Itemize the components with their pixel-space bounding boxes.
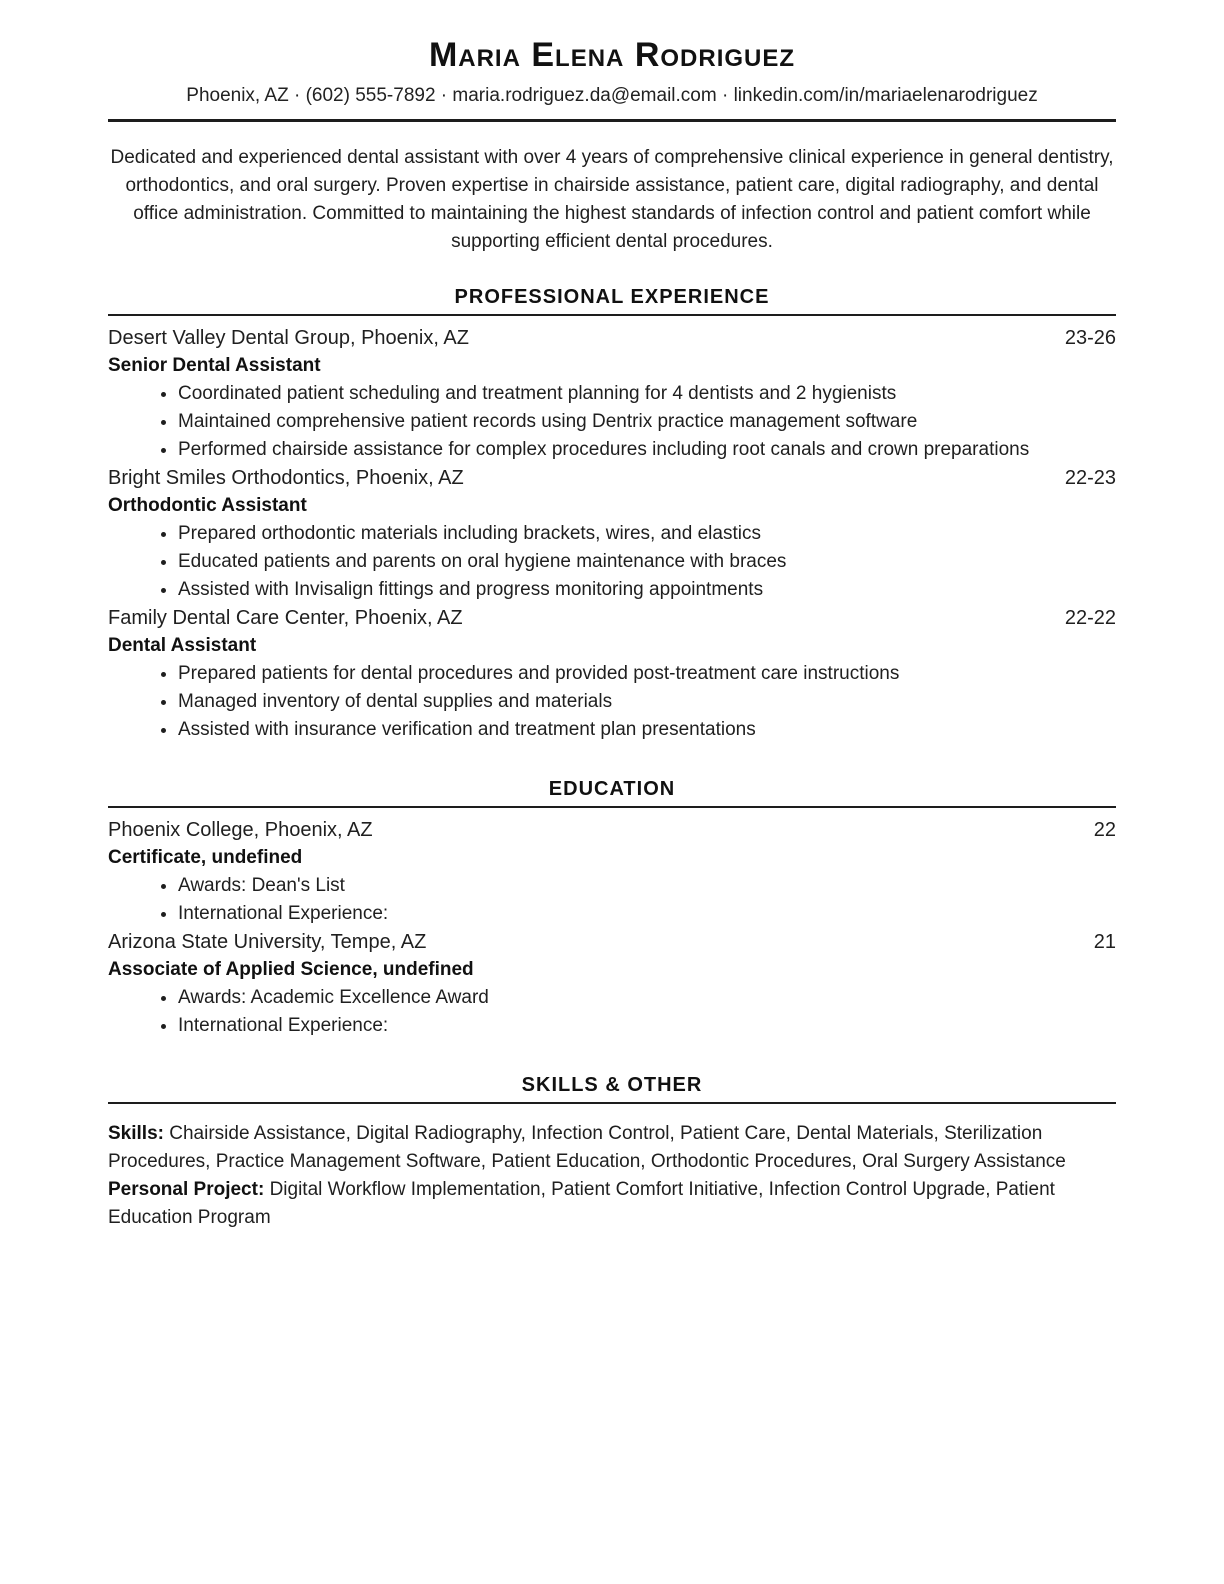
experience-entry [108, 464, 1116, 604]
entry-header [108, 604, 1116, 632]
education-entry [108, 928, 1116, 1040]
bullet-item: • Assisted with Invisalign fittings and progress monitoring appointments [178, 576, 1116, 604]
bullet-item: • Prepared patients for dental procedures and provided post-treatment care instructions [178, 660, 1116, 688]
entry-org: Family Dental Care Center, Phoenix, AZ [108, 607, 463, 630]
entry-org: Bright Smiles Orthodontics, Phoenix, AZ [108, 467, 464, 490]
entry-role: Senior Dental Assistant [108, 355, 321, 377]
entry-org: Arizona State University, Tempe, AZ [108, 931, 427, 954]
header-divider [108, 119, 1116, 122]
entry-dates: 22 [1093, 819, 1116, 842]
entry-header [108, 928, 1116, 956]
bullet-item: • Managed inventory of dental supplies and materials [178, 688, 1116, 716]
entry-bullet-list [108, 660, 1116, 744]
entry-bullet-list [108, 520, 1116, 604]
entry-org: Phoenix College, Phoenix, AZ [108, 819, 373, 842]
bullet-item: • Coordinated patient scheduling and treatment planning for 4 dentists and 2 hygienists [178, 380, 1116, 408]
bullet-item: • Prepared orthodontic materials including brackets, wires, and elastics [178, 520, 1116, 548]
entry-dates: 23-26 [1064, 327, 1116, 350]
bullet-item: • Maintained comprehensive patient records using Dentrix practice management software [178, 408, 1116, 436]
section-experience [108, 286, 1116, 744]
section-education [108, 778, 1116, 1040]
section-title-experience: PROFESSIONAL EXPERIENCE [108, 286, 1116, 316]
entry-bullet-list [108, 872, 1116, 928]
resume-header [108, 36, 1116, 122]
entry-role: Orthodontic Assistant [108, 495, 307, 517]
entry-degree: Associate of Applied Science, undefined [108, 959, 474, 981]
section-skills [108, 1074, 1116, 1232]
candidate-name: Maria Elena Rodriguez [428, 36, 796, 74]
entry-org: Desert Valley Dental Group, Phoenix, AZ [108, 327, 469, 350]
entry-header [108, 324, 1116, 352]
personal-project-text: Digital Workflow Implementation, Patient Comfort Initiative, Infection Control Upgrade, Patient Education Program [108, 1179, 1055, 1229]
skills-text: Chairside Assistance, Digital Radiography, Infection Control, Patient Care, Dental Materials, Sterilization Procedures, Practice Management Software, Patient Education, Orthodontic Procedures, Oral Surgery Assistance [108, 1123, 1066, 1173]
experience-entry [108, 324, 1116, 464]
summary-paragraph: Dedicated and experienced dental assistant with over 4 years of comprehensive clinical experience in general dentistry, orthodontics, and oral surgery. Proven expertise in chairside assistance, patient care, digital radiography, and dental office administration. Committed to maintaining the highest standards of infection control and patient comfort while supporting efficient dental procedures. [110, 147, 1114, 253]
entry-dates: 22-23 [1064, 467, 1116, 490]
education-entry [108, 816, 1116, 928]
bullet-item: • Educated patients and parents on oral hygiene maintenance with braces [178, 548, 1116, 576]
bullet-item: • Awards: Academic Excellence Award [178, 984, 1116, 1012]
personal-project-line [108, 1176, 1116, 1232]
entry-bullet-list [108, 380, 1116, 464]
skills-label: Skills: [108, 1123, 164, 1145]
entry-header [108, 816, 1116, 844]
entry-header [108, 464, 1116, 492]
bullet-item: • Performed chairside assistance for complex procedures including root canals and crown preparations [178, 436, 1116, 464]
section-title-skills: SKILLS & OTHER [108, 1074, 1116, 1104]
entry-dates: 22-22 [1064, 607, 1116, 630]
experience-entry [108, 604, 1116, 744]
bullet-item: • International Experience: [178, 900, 1116, 928]
entry-degree: Certificate, undefined [108, 847, 303, 869]
entry-role: Dental Assistant [108, 635, 257, 657]
bullet-item: • Awards: Dean's List [178, 872, 1116, 900]
skills-line [108, 1120, 1116, 1176]
bullet-item: • Assisted with insurance verification and treatment plan presentations [178, 716, 1116, 744]
entry-bullet-list [108, 984, 1116, 1040]
bullet-item: • International Experience: [178, 1012, 1116, 1040]
entry-dates: 21 [1093, 931, 1116, 954]
personal-project-label: Personal Project: [108, 1179, 265, 1201]
skills-block [108, 1120, 1116, 1232]
section-title-education: EDUCATION [108, 778, 1116, 808]
contact-line: Phoenix, AZ · (602) 555-7892 · maria.rodriguez.da@email.com · linkedin.com/in/mariaelenarodriguez [186, 85, 1038, 107]
